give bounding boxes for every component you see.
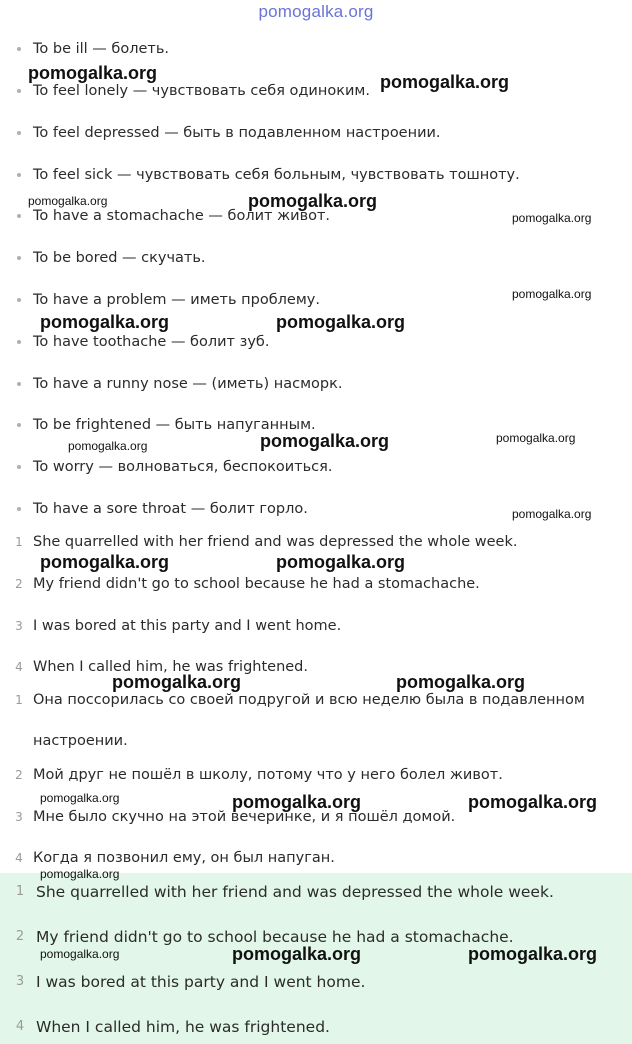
watermark: pomogalka.org: [496, 431, 576, 445]
list-item: To have a sore throat — болит горло.: [0, 497, 632, 521]
watermark: pomogalka.org: [512, 287, 592, 301]
bullet-icon: [17, 214, 21, 218]
watermark: pomogalka.org: [380, 72, 510, 92]
watermark: pomogalka.org: [232, 792, 362, 812]
watermark: pomogalka.org: [396, 672, 526, 692]
item-number: 1: [15, 693, 23, 707]
watermark: pomogalka.org: [512, 507, 592, 521]
bullet-icon: [17, 173, 21, 177]
list-item: To feel lonely — чувствовать себя одиноким.: [0, 79, 632, 103]
watermark: pomogalka.org: [28, 194, 108, 208]
watermark: pomogalka.org: [40, 552, 170, 572]
item-number: 2: [15, 768, 23, 782]
bullet-icon: [17, 465, 21, 469]
watermark: pomogalka.org: [468, 944, 598, 964]
list-item: To feel depressed — быть в подавленном настроении.: [0, 121, 632, 145]
item-number: 4: [15, 851, 23, 865]
watermark: pomogalka.org: [276, 552, 406, 572]
bullet-icon: [17, 423, 21, 427]
item-number: 4: [15, 1019, 25, 1034]
item-number: 1: [15, 884, 25, 899]
watermark: pomogalka.org: [248, 191, 378, 211]
list-item: 2 My friend didn't go to school because he had a stomachache.: [0, 572, 632, 596]
bullet-icon: [17, 131, 21, 135]
list-item: 2 Мой друг не пошёл в школу, потому что у него болел живот.: [0, 763, 632, 787]
site-header-logo[interactable]: pomogalka.org: [258, 2, 374, 21]
watermark: pomogalka.org: [40, 791, 120, 805]
item-number: 3: [15, 619, 23, 633]
watermark: pomogalka.org: [68, 439, 148, 453]
item-number: 3: [15, 810, 23, 824]
item-number: 4: [15, 660, 23, 674]
list-item: 3 I was bored at this party and I went home.: [0, 969, 632, 995]
watermark: pomogalka.org: [276, 312, 406, 332]
list-item: 3 Мне было скучно на этой вечеринке, и я пошёл домой.: [0, 805, 632, 829]
item-number: 3: [15, 974, 25, 989]
list-item: To be bored — скучать.: [0, 246, 632, 270]
bullet-icon: [17, 47, 21, 51]
item-number: 1: [15, 535, 23, 549]
list-item: To be frightened — быть напуганным.: [0, 413, 632, 437]
watermark: pomogalka.org: [40, 312, 170, 332]
list-item: 1 She quarrelled with her friend and was depressed the whole week.: [0, 530, 632, 554]
list-item: To have a runny nose — (иметь) насморк.: [0, 372, 632, 396]
watermark: pomogalka.org: [468, 792, 598, 812]
list-item: 4 When I called him, he was frightened.: [0, 655, 632, 679]
item-number: 2: [15, 929, 25, 944]
list-item: To have a problem — иметь проблему.: [0, 288, 632, 312]
bullet-icon: [17, 256, 21, 260]
list-item: 1 She quarrelled with her friend and was depressed the whole week.: [0, 879, 632, 905]
list-item: To be ill — болеть.: [0, 37, 632, 61]
list-item: To have a stomachache — болит живот.: [0, 204, 632, 228]
item-number: 2: [15, 577, 23, 591]
watermark: pomogalka.org: [40, 947, 120, 961]
bullet-icon: [17, 298, 21, 302]
list-item: To worry — волноваться, беспокоиться.: [0, 455, 632, 479]
bullet-icon: [17, 507, 21, 511]
list-item: 2 My friend didn't go to school because he had a stomachache.: [0, 924, 632, 950]
watermark: pomogalka.org: [112, 672, 242, 692]
bullet-icon: [17, 382, 21, 386]
watermark: pomogalka.org: [28, 63, 158, 83]
list-item: To feel sick — чувствовать себя больным, чувствовать тошноту.: [0, 163, 632, 187]
watermark: pomogalka.org: [260, 431, 390, 451]
watermark: pomogalka.org: [232, 944, 362, 964]
watermark: pomogalka.org: [512, 211, 592, 225]
watermark: pomogalka.org: [40, 867, 120, 881]
list-item: 3 I was bored at this party and I went home.: [0, 614, 632, 638]
list-item: 4 Когда я позвонил ему, он был напуган.: [0, 846, 632, 870]
list-item: 4 When I called him, he was frightened.: [0, 1014, 632, 1040]
list-item: To have toothache — болит зуб.: [0, 330, 632, 354]
list-item: 1 Она поссорилась со своей подругой и всю неделю была в подавленном настроении.: [0, 680, 632, 764]
bullet-icon: [17, 340, 21, 344]
bullet-icon: [17, 89, 21, 93]
